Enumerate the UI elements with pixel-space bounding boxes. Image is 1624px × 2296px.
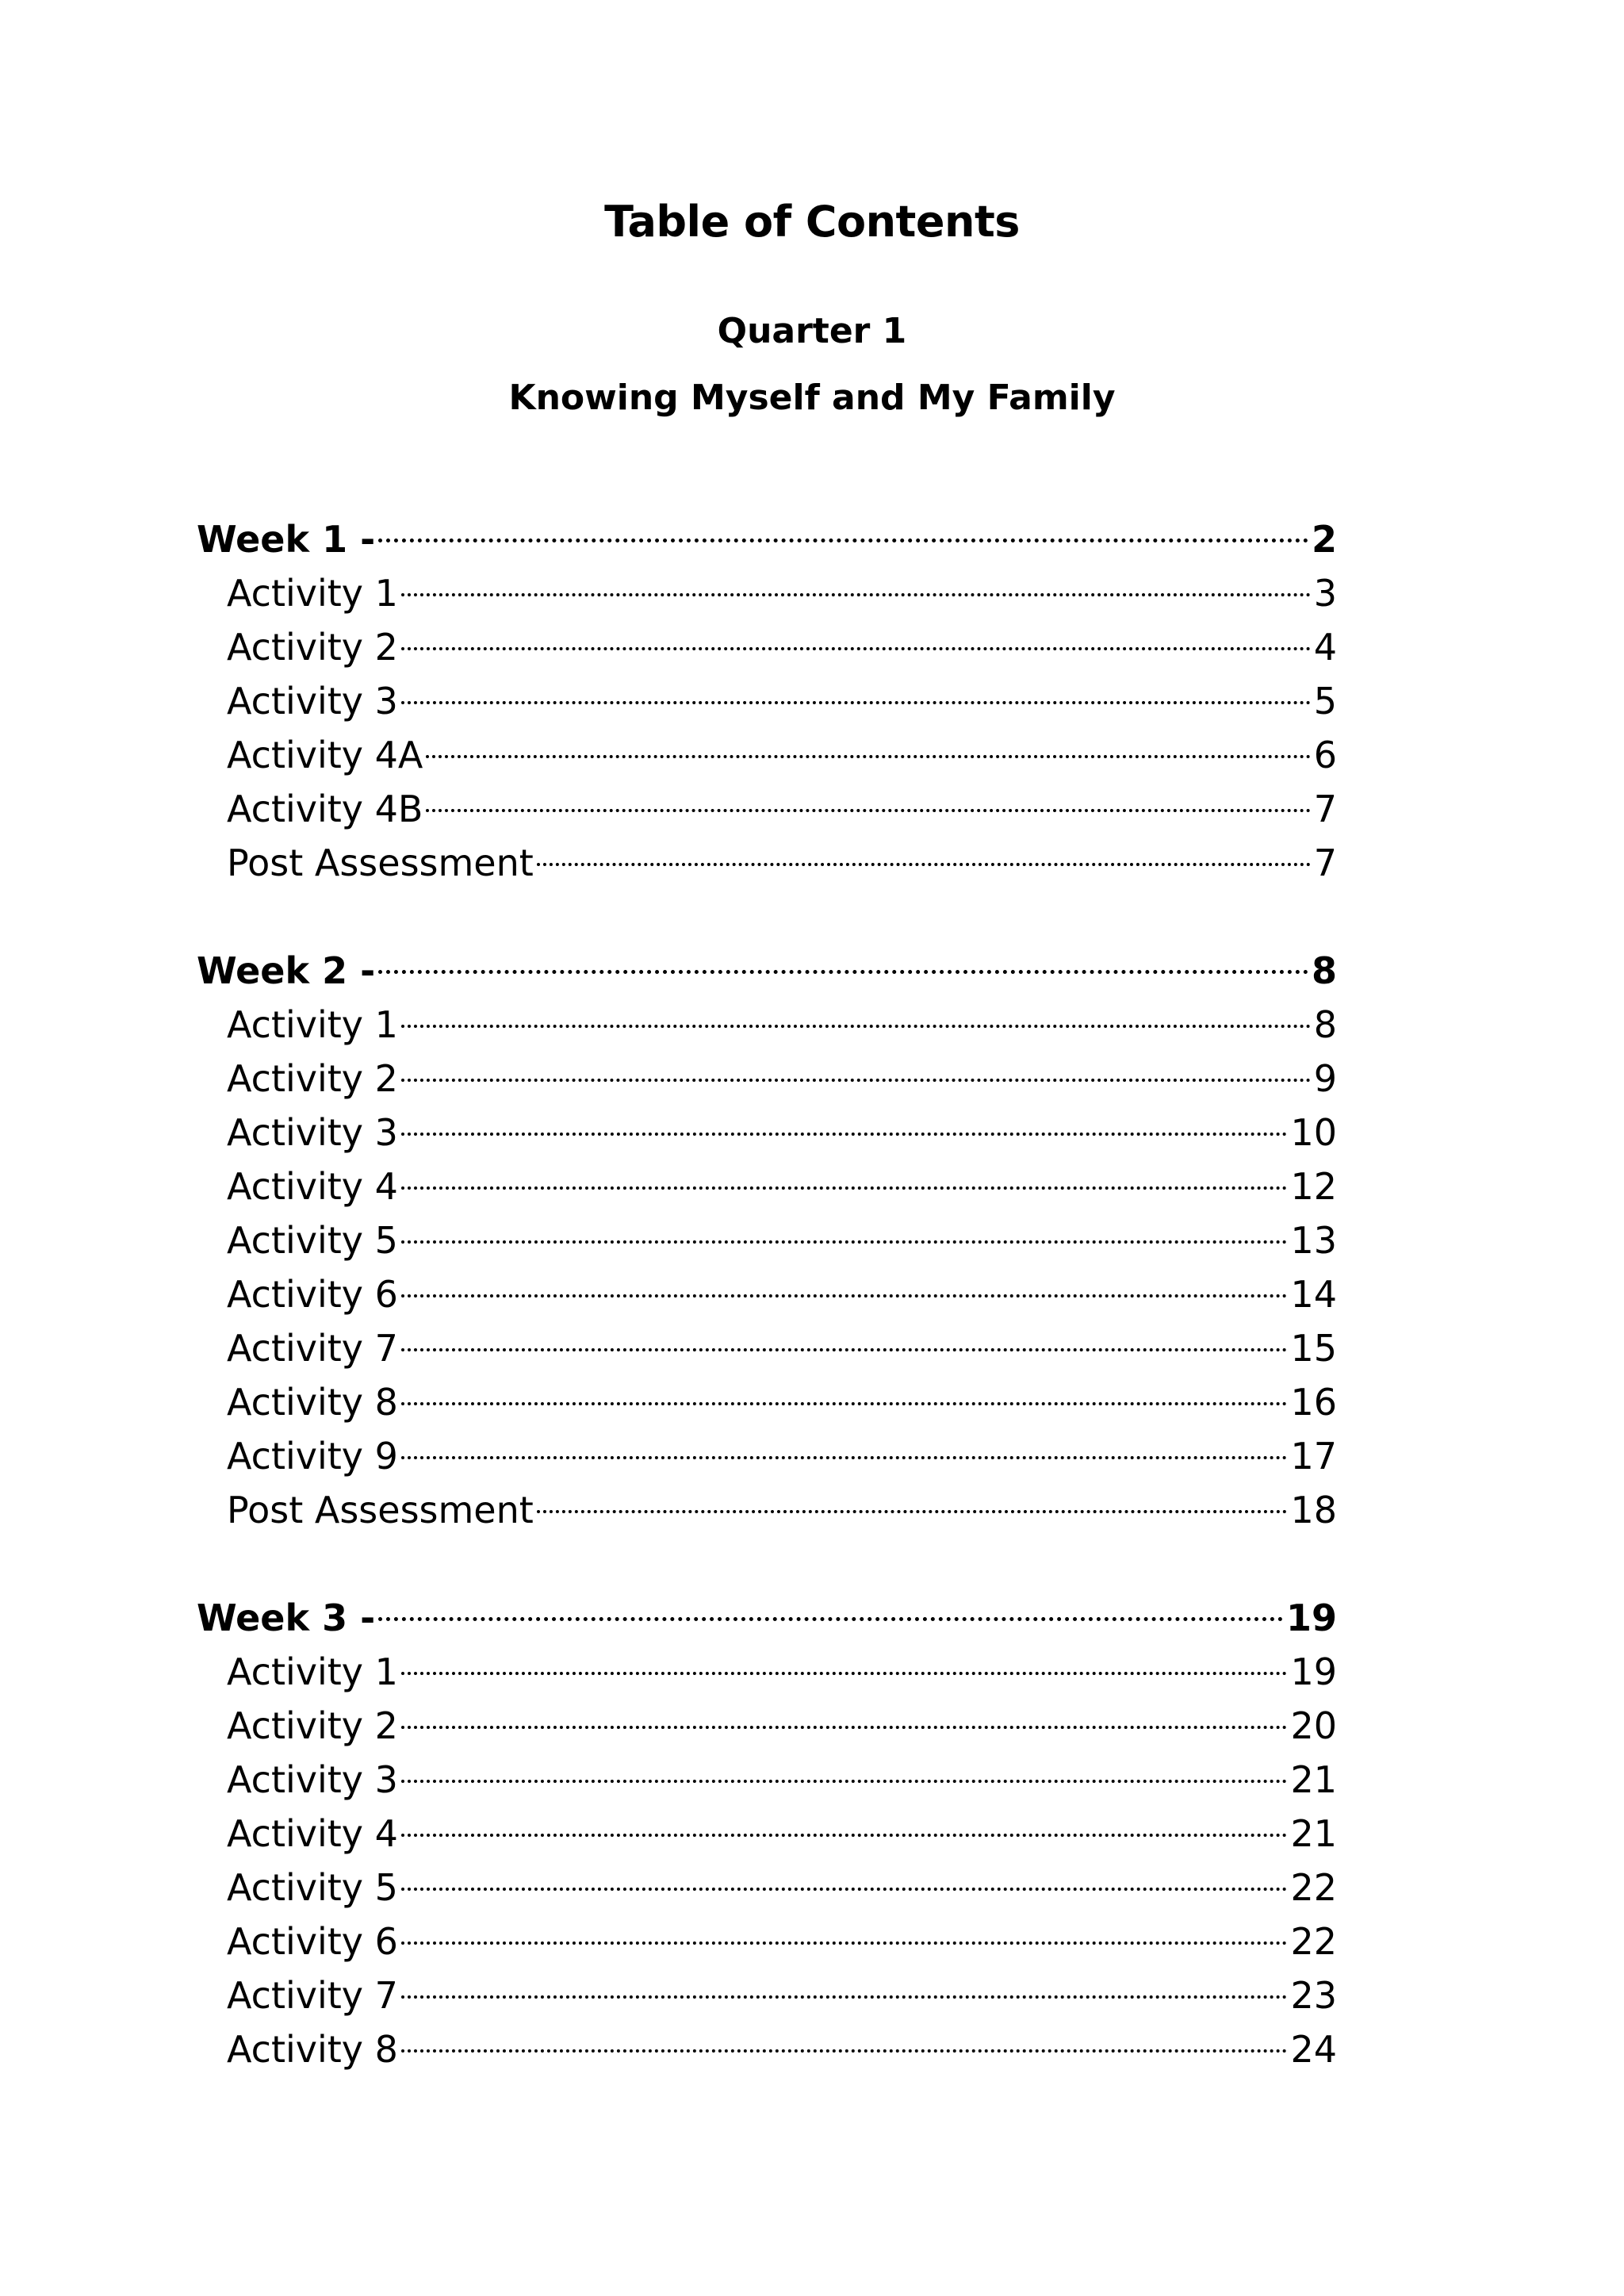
toc-item[interactable]	[197, 1915, 1337, 1968]
toc-page-number: 23	[1290, 1974, 1337, 2017]
table-of-contents	[197, 512, 1337, 2130]
toc-item-label: Activity 4A	[227, 734, 423, 776]
toc-item[interactable]	[197, 782, 1337, 836]
dot-leader	[378, 539, 1308, 542]
toc-item[interactable]	[197, 674, 1337, 728]
dot-leader	[401, 1348, 1288, 1351]
toc-page-number: 22	[1290, 1866, 1337, 1909]
dot-leader	[401, 1941, 1288, 1945]
dot-leader	[401, 647, 1311, 650]
dot-leader	[537, 1510, 1288, 1513]
toc-item[interactable]	[197, 566, 1337, 620]
dot-leader	[537, 863, 1311, 866]
toc-page-number: 5	[1313, 680, 1337, 723]
toc-page-number: 14	[1290, 1273, 1337, 1316]
toc-page-number: 7	[1313, 841, 1337, 884]
dot-leader	[401, 1402, 1288, 1405]
toc-item-label: Activity 7	[227, 1974, 398, 2017]
dot-leader	[401, 701, 1311, 704]
toc-item-label: Activity 1	[227, 572, 398, 615]
toc-item[interactable]	[197, 836, 1337, 890]
toc-page-number: 21	[1290, 1812, 1337, 1855]
toc-page-number: 15	[1290, 1327, 1337, 1370]
dot-leader	[401, 1888, 1288, 1891]
toc-page-number: 8	[1311, 949, 1337, 992]
toc-page-number: 19	[1285, 1596, 1337, 1639]
dot-leader	[401, 593, 1311, 596]
toc-page-number: 22	[1290, 1920, 1337, 1963]
toc-item-label: Activity 4	[227, 1165, 398, 1208]
dot-leader	[401, 1995, 1288, 1999]
toc-page-number: 21	[1290, 1758, 1337, 1801]
dot-leader	[401, 2049, 1288, 2053]
page-title: Table of Contents	[604, 197, 1020, 247]
toc-page-number: 7	[1313, 788, 1337, 830]
toc-item-label: Activity 3	[227, 1758, 398, 1801]
toc-page-number: 3	[1313, 572, 1337, 615]
toc-item-label: Activity 3	[227, 1111, 398, 1154]
toc-item[interactable]	[197, 1483, 1337, 1537]
toc-item[interactable]	[197, 1429, 1337, 1483]
toc-item[interactable]	[197, 1807, 1337, 1861]
toc-item[interactable]	[197, 1699, 1337, 1753]
quarter-subtitle: Knowing Myself and My Family	[508, 378, 1116, 418]
toc-item-label: Activity 8	[227, 2028, 398, 2071]
dot-leader	[401, 1079, 1311, 1082]
toc-item[interactable]	[197, 1213, 1337, 1267]
toc-item-label: Post Assessment	[227, 841, 534, 884]
toc-item-label: Activity 6	[227, 1920, 398, 1963]
toc-item-label: Activity 1	[227, 1650, 398, 1693]
quarter-label: Quarter 1	[717, 311, 907, 351]
toc-item[interactable]	[197, 1159, 1337, 1213]
dot-leader	[426, 755, 1310, 758]
toc-week-entry[interactable]	[197, 944, 1337, 998]
dot-leader	[378, 1617, 1283, 1621]
toc-item-label: Activity 2	[227, 1704, 398, 1747]
week-section	[197, 1591, 1337, 2076]
dot-leader	[401, 1456, 1288, 1459]
toc-item[interactable]	[197, 1267, 1337, 1321]
toc-page-number: 13	[1290, 1219, 1337, 1262]
dot-leader	[401, 1726, 1288, 1729]
toc-item[interactable]	[197, 998, 1337, 1052]
toc-page-number: 16	[1290, 1381, 1337, 1424]
dot-leader	[401, 1025, 1311, 1028]
toc-week-label: Week 1 -	[197, 518, 376, 561]
toc-item[interactable]	[197, 1753, 1337, 1807]
dot-leader	[401, 1834, 1288, 1837]
toc-page-number: 24	[1290, 2028, 1337, 2071]
toc-week-entry[interactable]	[197, 1591, 1337, 1645]
toc-item[interactable]	[197, 1375, 1337, 1429]
toc-page-number: 20	[1290, 1704, 1337, 1747]
toc-page-number: 19	[1290, 1650, 1337, 1693]
toc-item-label: Activity 7	[227, 1327, 398, 1370]
toc-item-label: Activity 4B	[227, 788, 423, 830]
toc-week-label: Week 2 -	[197, 949, 376, 992]
toc-week-label: Week 3 -	[197, 1596, 376, 1639]
toc-item[interactable]	[197, 1968, 1337, 2022]
toc-page-number: 12	[1290, 1165, 1337, 1208]
toc-item-label: Activity 6	[227, 1273, 398, 1316]
dot-leader	[401, 1186, 1288, 1190]
toc-page-number: 17	[1290, 1435, 1337, 1478]
toc-item-label: Activity 9	[227, 1435, 398, 1478]
toc-page-number: 2	[1311, 518, 1337, 561]
toc-page-number: 9	[1313, 1057, 1337, 1100]
toc-page-number: 8	[1313, 1003, 1337, 1046]
toc-item-label: Activity 1	[227, 1003, 398, 1046]
toc-item[interactable]	[197, 2022, 1337, 2076]
toc-item-label: Activity 4	[227, 1812, 398, 1855]
toc-item[interactable]	[197, 1106, 1337, 1159]
dot-leader	[401, 1294, 1288, 1297]
toc-item[interactable]	[197, 1052, 1337, 1106]
dot-leader	[401, 1780, 1288, 1783]
toc-item-label: Activity 3	[227, 680, 398, 723]
toc-item-label: Activity 5	[227, 1866, 398, 1909]
dot-leader	[378, 970, 1308, 974]
dot-leader	[401, 1672, 1288, 1675]
week-section	[197, 944, 1337, 1537]
dot-leader	[401, 1133, 1288, 1136]
toc-page-number: 4	[1313, 626, 1337, 669]
toc-item[interactable]	[197, 1861, 1337, 1915]
toc-item-label: Activity 2	[227, 626, 398, 669]
toc-page-number: 10	[1290, 1111, 1337, 1154]
week-section	[197, 512, 1337, 890]
toc-item-label: Activity 2	[227, 1057, 398, 1100]
toc-item-label: Post Assessment	[227, 1489, 534, 1531]
dot-leader	[426, 809, 1310, 812]
toc-page-number: 6	[1313, 734, 1337, 776]
toc-item-label: Activity 5	[227, 1219, 398, 1262]
toc-week-entry[interactable]	[197, 512, 1337, 566]
toc-item[interactable]	[197, 1321, 1337, 1375]
toc-item[interactable]	[197, 620, 1337, 674]
toc-item-label: Activity 8	[227, 1381, 398, 1424]
toc-page-number: 18	[1290, 1489, 1337, 1531]
toc-item[interactable]	[197, 728, 1337, 782]
dot-leader	[401, 1240, 1288, 1244]
toc-item[interactable]	[197, 1645, 1337, 1699]
